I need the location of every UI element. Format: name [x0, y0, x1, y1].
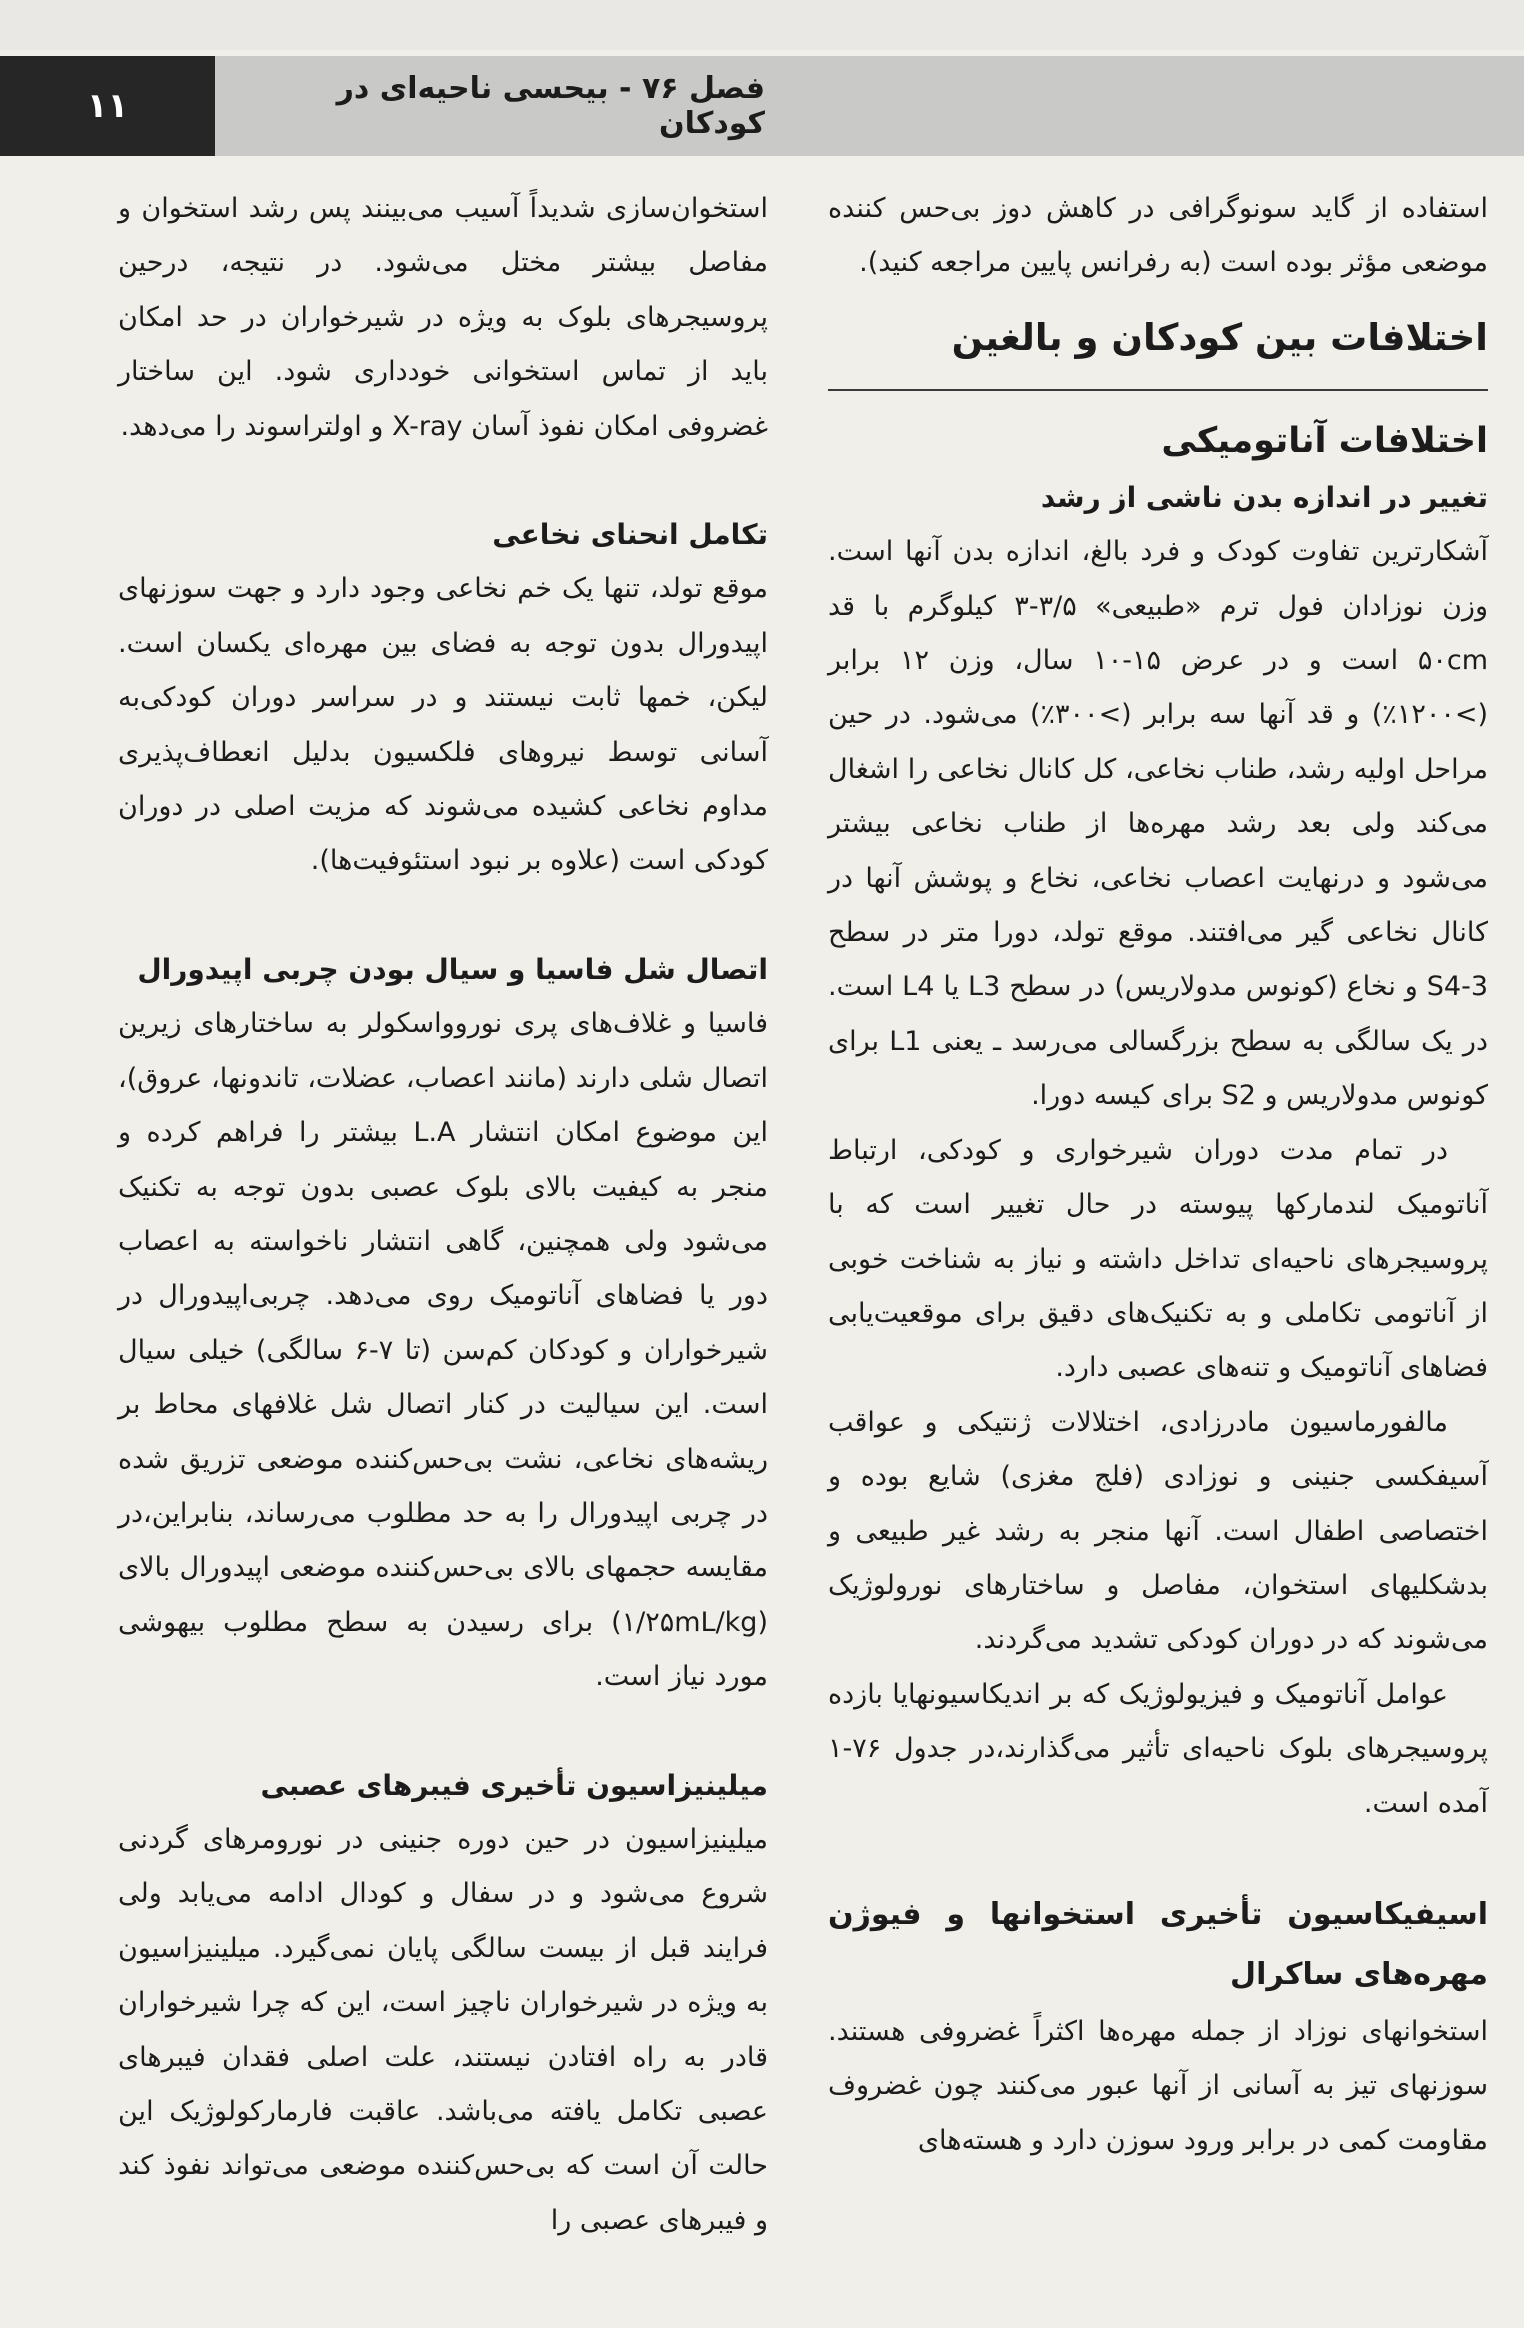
- heading-growth: تغییر در اندازه بدن ناشی از رشد: [1040, 480, 1488, 514]
- section-heading-block: [828, 309, 1488, 391]
- page-number: ۱۱: [0, 56, 215, 156]
- spacer: [828, 1831, 1488, 1885]
- intro-paragraph: استفاده از گاید سونوگرافی در کاهش دوز بی‌حس کننده موضعی مؤثر بوده است (به رفرانس پایین مراجعه کنید).: [828, 193, 1488, 279]
- page-edge: [0, 0, 1524, 50]
- heading-fascia: اتصال شل فاسیا و سیال بودن چربی اپیدورال: [137, 952, 768, 986]
- paragraph-landmarks: در تمام مدت دوران شیرخواری و کودکی، ارتباط آناتومیک لندمارکها پیوسته در حال تغییر است که با پروسیجرهای ناحیه‌ای تداخل داشته و نیاز به شناخت خوبی از آناتومی تکاملی و به تکنیک‌های دقیق برای موقعیت‌یابی فضاهای آناتومیک و تنه‌های عصبی دارد.: [828, 1134, 1488, 1384]
- left-column: [118, 182, 768, 2248]
- right-column: [828, 182, 1488, 2168]
- spacer: [118, 454, 768, 508]
- section-title: اختلافات بین کودکان و بالغین: [951, 315, 1488, 359]
- heading-curvature: تکامل انحنای نخاعی: [492, 518, 768, 552]
- paragraph-curvature: موقع تولد، تنها یک خم نخاعی وجود دارد و جهت سوزنهای اپیدورال بدون توجه به فضای بین مهره‌ای یکسان است. لیکن، خمها ثابت نیستند و در سراسر دوران کودکی‌به آسانی توسط نیروهای فلکسیون بدلیل انعطاف‌پذیری مداوم نخاعی کشیده می‌شوند که مزیت اصلی در دوران کودکی است (علاوه بر نبود استئوفیت‌ها).: [118, 573, 768, 877]
- paragraph-fascia: فاسیا و غلاف‌های پری نوروواسکولر به ساختارهای زیرین اتصال شلی دارند (مانند اعصاب، عضلات، تاندونها، عروق)، این موضوع امکان انتشار L.A بیشتر را فراهم کرده و منجر به کیفیت بالای بلوک عصبی بدون توجه به تکنیک می‌شود ولی همچنین، گاهی انتشار ناخواسته به اعصاب دور یا فضاهای آناتومیک روی می‌دهد. چربی‌اپیدورال در شیرخواران و کودکان کم‌سن (تا ۷-۶ سالگی) خیلی سیال است. این سیالیت در کنار اتصال شل غلافهای محاط بر ریشه‌های نخاعی، نشت بی‌حس‌کننده موضعی تزریق شده در چربی اپیدورال را به حد مطلوب می‌رساند، بنابراین،در مقایسه حجمهای بالای بی‌حس‌کننده موضعی اپیدورال بالای (۱/۲۵mL/kg) برای رسیدن به سطح مطلوب بیهوشی مورد نیاز است.: [118, 1008, 768, 1693]
- subsection-title: اختلافات آناتومیکی: [1161, 420, 1488, 461]
- paragraph-malformation: مالفورماسیون مادرزادی، اختلالات ژنتیکی و عواقب آسیفکسی جنینی و نوزادی (فلج مغزی) شایع بوده و اختصاصی اطفال است. آنها منجر به رشد غیر طبیعی و بدشکلیهای استخوان، مفاصل و ساختارهای نورولوژیک می‌شوند که در دوران کودکی تشدید می‌گردند.: [828, 1406, 1488, 1656]
- paragraph-factors: عوامل آناتومیک و فیزیولوژیک که بر اندیکاسیونهایا بازده پروسیجرهای بلوک ناحیه‌ای تأثیر می‌گذارند،در جدول ۷۶-۱ آمده است.: [828, 1678, 1488, 1819]
- paragraph-growth: آشکارترین تفاوت کودک و فرد بالغ، اندازه بدن آنها است. وزن نوزادان فول ترم «طبیعی» ۳/۵-۳ کیلوگرم با قد ۵۰cm است و در عرض ۱۵-۱۰ سال، وزن ۱۲ برابر (>۱۲۰۰٪) و قد آنها سه برابر (>۳۰۰٪) می‌شود. در حین مراحل اولیه رشد، طناب نخاعی، کل کانال نخاعی را اشغال می‌کند ولی بعد رشد مهره‌ها از طناب نخاعی بیشتر می‌شود و درنهایت اعصاب نخاعی، نخاع و پوشش آنها در کانال نخاعی گیر می‌افتند. موقع تولد، دورا متر در سطح S4-3 و نخاع (کونوس مدولاریس) در سطح L3 یا L4 است. در یک سالگی به سطح بزرگسالی می‌رسد ـ یعنی L1 برای کونوس مدولاریس و S2 برای کیسه دورا.: [828, 536, 1489, 1112]
- paragraph-continuation: استخوان‌سازی شدیداً آسیب می‌بینند پس رشد استخوان و مفاصل بیشتر مختل می‌شود. در نتیجه، درحین پروسیجرهای بلوک به ویژه در شیرخواران در حد امکان باید از تماس استخوانی خودداری شود. این ساختار غضروفی امکان نفوذ آسان X-ray و اولتراسوند را می‌دهد.: [118, 193, 768, 442]
- spacer: [118, 889, 768, 943]
- paragraph-myelination: میلینیزاسیون در حین دوره جنینی در نورومرهای گردنی شروع می‌شود و در سفال و کودال ادامه می‌یابد ولی فرایند قبل از بیست سالگی پایان نمی‌گیرد. میلینیزاسیون به ویژه در شیرخواران ناچیز است، این که چرا شیرخواران قادر به راه افتادن نیستند، علت اصلی فقدان فیبرهای عصبی تکامل یافته می‌باشد. عاقبت فارمارکولوژیک این حالت آن است که بی‌حس‌کننده موضعی می‌تواند نفوذ کند و فیبرهای عصبی را: [118, 1823, 768, 2236]
- spacer: [118, 1705, 768, 1759]
- heading-myelination: میلینیزاسیون تأخیری فیبرهای عصبی: [260, 1768, 768, 1802]
- heading-ossification: اسیفیکاسیون تأخیری استخوانها و فیوژن مهره‌های ساکرال: [828, 1896, 1488, 1992]
- chapter-title: فصل ۷۶ - بیحسی ناحیه‌ای در کودکان: [336, 71, 765, 141]
- paragraph-ossification: استخوانهای نوزاد از جمله مهره‌ها اکثراً غضروفی هستند. سوزنهای تیز به آسانی از آنها عبور می‌کنند چون غضروف مقاومت کمی در برابر ورود سوزن دارد و هسته‌های: [828, 2015, 1488, 2156]
